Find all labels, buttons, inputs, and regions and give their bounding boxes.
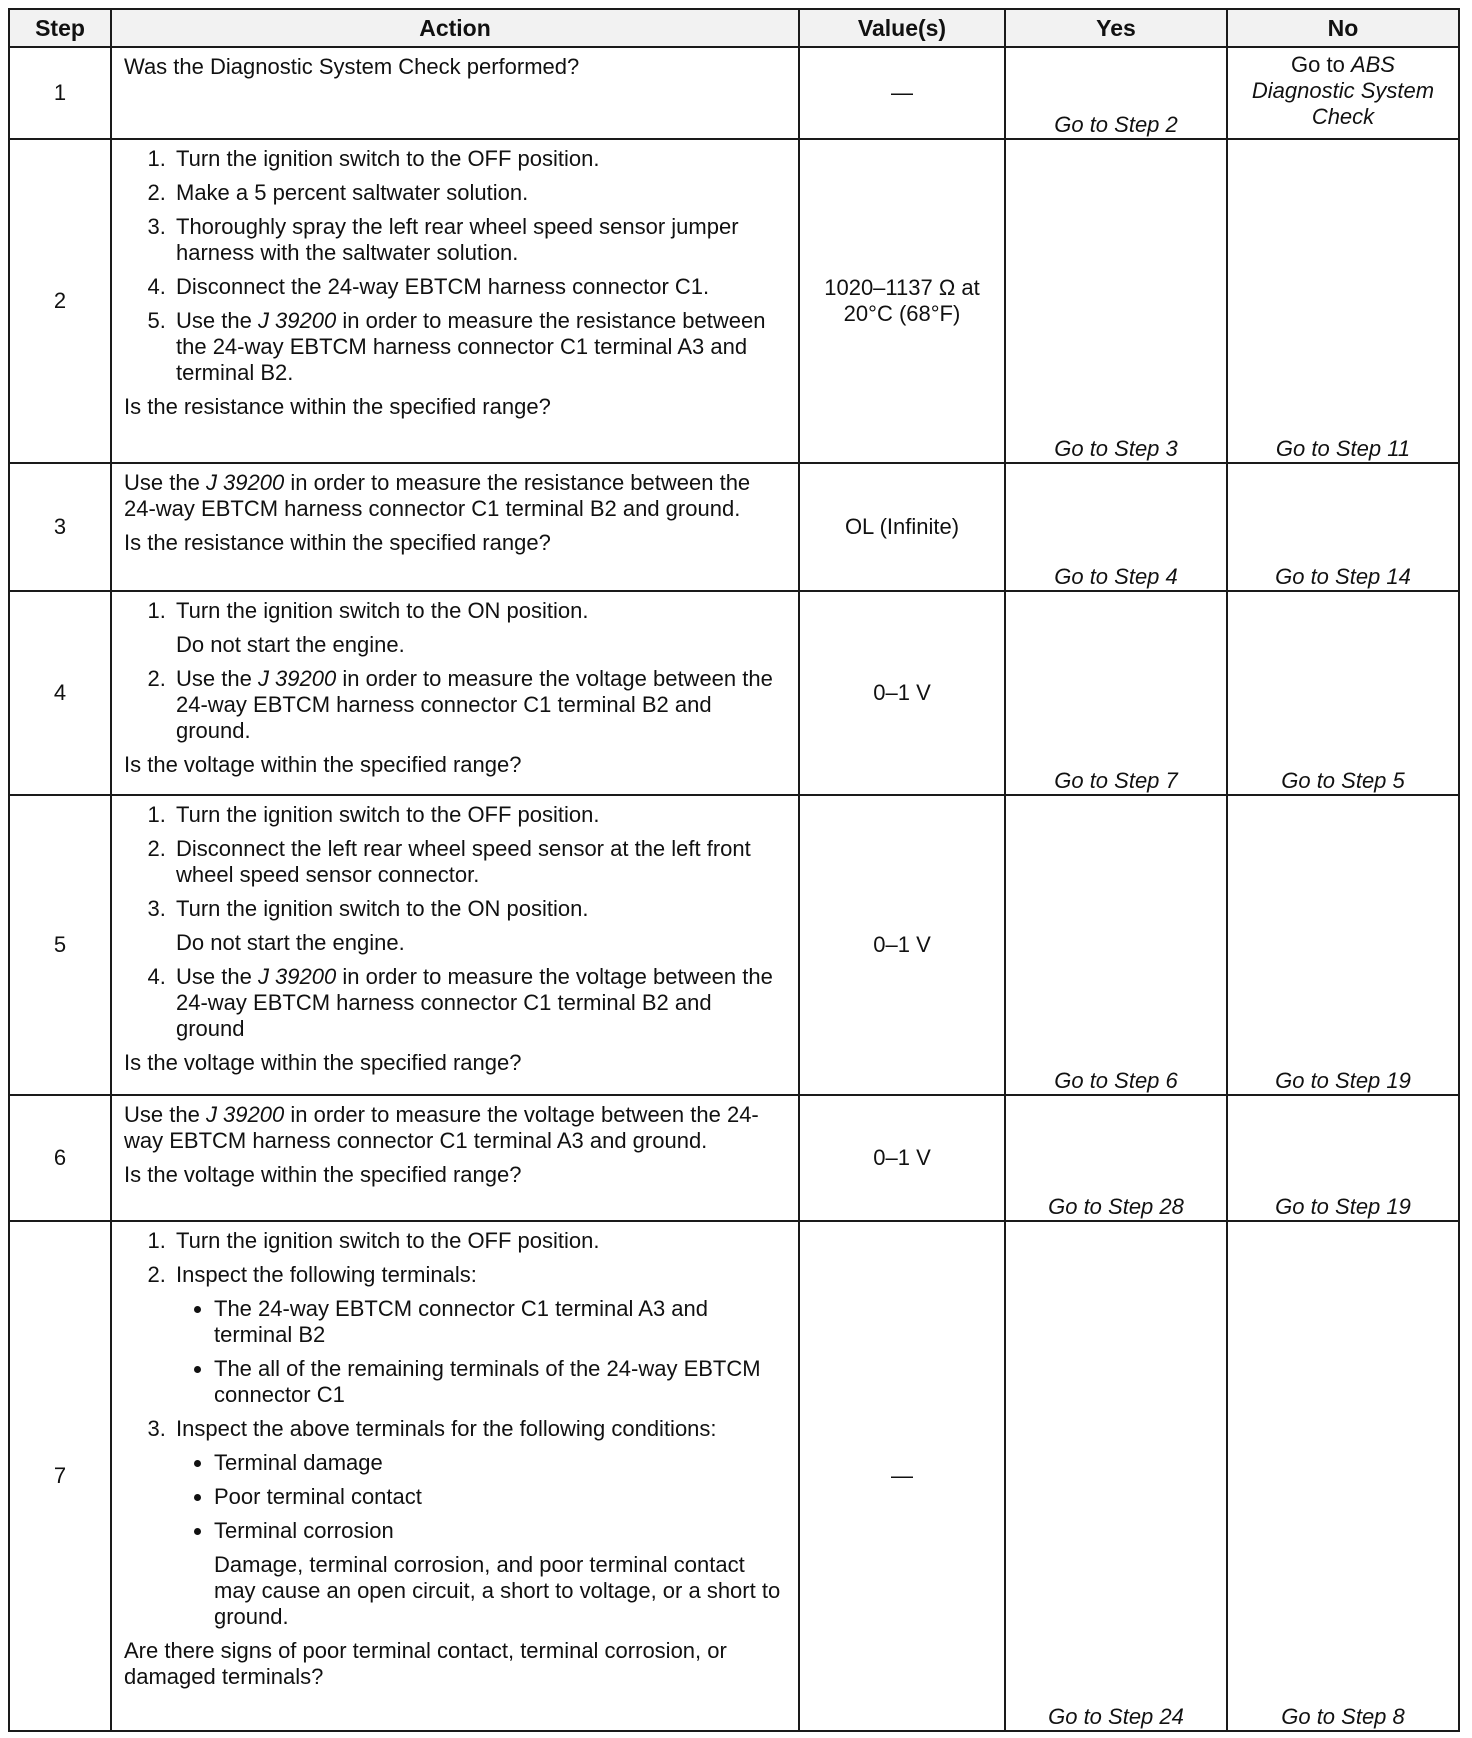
action-steps-list [124,146,786,386]
value-cell: — [799,1221,1005,1731]
text-fragment: in order to measure the voltage between the 24-way EBTCM harness connector C1 terminal B2 and ground. [176,666,773,743]
tool-reference: J 39200 [257,308,337,333]
step-number: 1 [9,47,111,139]
no-link[interactable]: Go to Step 19 [1227,795,1459,1095]
no-link[interactable]: Go to Step 11 [1227,139,1459,463]
value-cell: 0–1 V [799,795,1005,1095]
action-cell [111,139,799,463]
action-text [124,1102,786,1154]
bullet-item: • The all of the remaining terminals of the 24-way EBTCM connector C1 [214,1356,786,1408]
action-question: Was the Diagnostic System Check performed? [124,54,580,79]
action-step: 1. Turn the ignition switch to the OFF position. [172,802,786,828]
action-step-text: Turn the ignition switch to the ON position. [176,598,589,623]
action-question: Is the voltage within the specified range? [124,1050,522,1075]
action-step: 4. Disconnect the 24-way EBTCM harness connector C1. [172,274,786,300]
action-cell [111,795,799,1095]
text-fragment: Use the [124,470,206,495]
action-step: 2. Disconnect the left rear wheel speed sensor at the left front wheel speed sensor connector. [172,836,786,888]
no-link[interactable]: Go to Step 14 [1227,463,1459,591]
bullet-item: • The 24-way EBTCM connector C1 terminal A3 and terminal B2 [214,1296,786,1348]
action-cell [111,463,799,591]
step-number: 4 [9,591,111,795]
action-step [172,1416,786,1630]
header-action: Action [111,9,799,47]
value-cell: 0–1 V [799,1095,1005,1221]
header-step: Step [9,9,111,47]
text-fragment: in order to measure the resistance between the 24-way EBTCM harness connector C1 terminal A3 and terminal B2. [176,308,766,385]
step-row-1 [9,47,1459,139]
step-row-7 [9,1221,1459,1731]
bullet-list [176,1450,786,1544]
action-step-text: Turn the ignition switch to the ON position. [176,896,589,921]
action-step: 3. Thoroughly spray the left rear wheel speed sensor jumper harness with the saltwater solution. [172,214,786,266]
step-number: 7 [9,1221,111,1731]
action-question: Is the voltage within the specified range? [124,1162,522,1187]
no-link[interactable]: Go to Step 5 [1227,591,1459,795]
no-link-target[interactable]: ABS Diagnostic System Check [1251,52,1435,129]
header-yes: Yes [1005,9,1227,47]
bullet-item: • Poor terminal contact [214,1484,786,1510]
action-step [172,896,786,956]
action-cell [111,1221,799,1731]
text-fragment: in order to measure the voltage between the 24-way EBTCM harness connector C1 terminal A3 and ground. [124,1102,759,1153]
text-fragment: Use the [176,308,258,333]
action-step: 2. Make a 5 percent saltwater solution. [172,180,786,206]
action-question: Is the voltage within the specified range? [124,752,522,777]
yes-link[interactable]: Go to Step 7 [1005,591,1227,795]
no-link[interactable]: Go to Step 19 [1227,1095,1459,1221]
yes-link[interactable]: Go to Step 28 [1005,1095,1227,1221]
text-fragment: in order to measure the voltage between the 24-way EBTCM harness connector C1 terminal B2 and ground [176,964,773,1041]
bullet-item: • Terminal corrosion [214,1518,786,1544]
no-link[interactable] [1227,47,1459,139]
action-step [172,1262,786,1408]
step-row-5 [9,795,1459,1095]
step-row-4 [9,591,1459,795]
value-cell: 1020–1137 Ω at 20°C (68°F) [799,139,1005,463]
action-question: Is the resistance within the specified range? [124,530,551,555]
action-note: Do not start the engine. [176,930,405,955]
bullet-item: • Terminal damage [214,1450,786,1476]
action-cell [111,591,799,795]
diagnostic-table [8,8,1460,1732]
value-cell: OL (Infinite) [799,463,1005,591]
step-row-2 [9,139,1459,463]
action-step [172,964,786,1042]
action-step [172,666,786,744]
step-row-3 [9,463,1459,591]
step-number: 3 [9,463,111,591]
step-number: 5 [9,795,111,1095]
action-question: Are there signs of poor terminal contact, terminal corrosion, or damaged terminals? [124,1638,727,1689]
action-cell [111,1095,799,1221]
bullet-list [176,1296,786,1408]
header-no: No [1227,9,1459,47]
step-number: 6 [9,1095,111,1221]
action-question: Is the resistance within the specified range? [124,394,551,419]
value-cell: 0–1 V [799,591,1005,795]
text-fragment: Use the [124,1102,206,1127]
no-link[interactable]: Go to Step 8 [1227,1221,1459,1731]
tool-reference: J 39200 [205,470,285,495]
action-step-text: Inspect the following terminals: [176,1262,477,1287]
header-row [9,9,1459,47]
action-note: Do not start the engine. [176,632,405,657]
tool-reference: J 39200 [205,1102,285,1127]
yes-link[interactable]: Go to Step 24 [1005,1221,1227,1731]
yes-link[interactable]: Go to Step 4 [1005,463,1227,591]
yes-link[interactable]: Go to Step 2 [1005,47,1227,139]
no-link-prefix: Go to [1291,52,1345,77]
action-steps-list [124,598,786,744]
action-step: 1. Turn the ignition switch to the OFF position. [172,1228,786,1254]
diagnostic-page [8,8,1458,1730]
action-step: 1. Turn the ignition switch to the OFF position. [172,146,786,172]
yes-link[interactable]: Go to Step 3 [1005,139,1227,463]
tool-reference: J 39200 [257,964,337,989]
text-fragment: Use the [176,964,258,989]
action-step-text: Inspect the above terminals for the following conditions: [176,1416,717,1441]
action-step [172,598,786,658]
action-steps-list [124,1228,786,1630]
step-number: 2 [9,139,111,463]
text-fragment: in order to measure the resistance between the 24-way EBTCM harness connector C1 terminal B2 and ground. [124,470,751,521]
action-text [124,470,786,522]
tool-reference: J 39200 [257,666,337,691]
header-values: Value(s) [799,9,1005,47]
action-cell [111,47,799,139]
action-step [172,308,786,386]
step-row-6 [9,1095,1459,1221]
yes-link[interactable]: Go to Step 6 [1005,795,1227,1095]
action-steps-list [124,802,786,1042]
action-note: Damage, terminal corrosion, and poor terminal contact may cause an open circuit, a short to voltage, or a short to ground. [214,1552,781,1629]
text-fragment: Use the [176,666,258,691]
value-cell: — [799,47,1005,139]
